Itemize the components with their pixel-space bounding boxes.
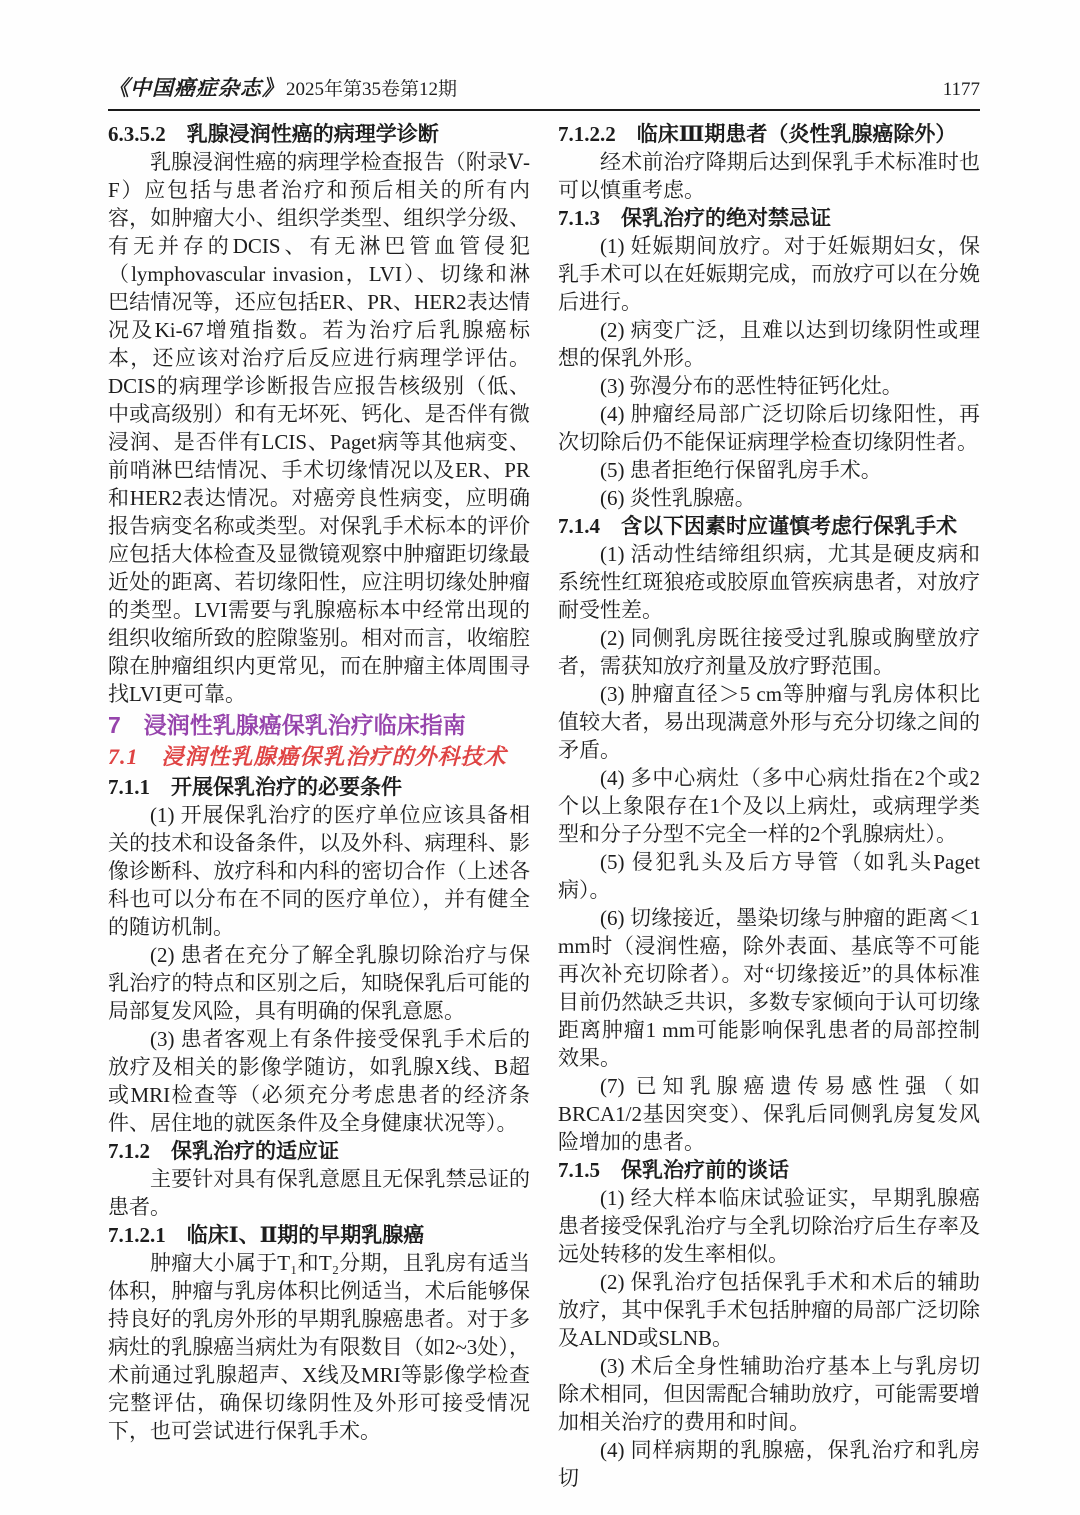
paragraph: (4) 同样病期的乳腺癌，保乳治疗和乳房切 bbox=[558, 1438, 980, 1490]
paragraph: (3) 术后全身性辅助治疗基本上与乳房切除术相同，但因需配合辅助放疗，可能需要增加相关治疗的费用和时间。 bbox=[558, 1354, 980, 1434]
paragraph: 肿瘤大小属于T₁和T₂分期，且乳房有适当体积，肿瘤与乳房体积比例适当，术后能够保持良好的乳房外形的早期乳腺癌患者。对于多病灶的乳腺癌当病灶为有限数目（如2~3处），术前通过乳腺超声、X线及MRI等影像学检查完整评估，确保切缘阴性及外形可接受情况下，也可尝试进行保乳手术。 bbox=[108, 1251, 530, 1443]
paragraph: (3) 患者客观上有条件接受保乳手术后的放疗及相关的影像学随访，如乳腺X线、B超或MRI检查等（必须充分考虑患者的经济条件、居住地的就医条件及全身健康状况等）。 bbox=[108, 1027, 530, 1135]
chapter-heading: 7 浸润性乳腺癌保乳治疗临床指南 bbox=[108, 712, 466, 738]
paragraph: (7) 已知乳腺癌遗传易感性强（如BRCA1/2基因突变）、保乳后同侧乳房复发风险增加的患者。 bbox=[558, 1074, 980, 1154]
two-column-body bbox=[108, 120, 980, 1492]
paragraph: (3) 弥漫分布的恶性特征钙化灶。 bbox=[600, 374, 903, 398]
paragraph: (6) 切缘接近，墨染切缘与肿瘤的距离＜1 mm时（浸润性癌，除外表面、基底等不可能再次补充切除者）。对“切缘接近”的具体标准目前仍然缺乏共识，多数专家倾向于认可切缘距离肿瘤1 mm可能影响保乳患者的局部控制效果。 bbox=[558, 906, 980, 1070]
subsection-heading: 7.1.2.2 临床Ⅲ期患者（炎性乳腺癌除外） bbox=[558, 122, 957, 146]
paragraph: (1) 妊娠期间放疗。对于妊娠期妇女，保乳手术可以在妊娠期完成，而放疗可以在分娩后进行。 bbox=[558, 234, 980, 314]
paragraph: (2) 病变广泛，且难以达到切缘阴性或理想的保乳外形。 bbox=[558, 318, 980, 370]
paragraph: (4) 肿瘤经局部广泛切除后切缘阳性，再次切除后仍不能保证病理学检查切缘阴性者。 bbox=[558, 402, 980, 454]
paragraph: (5) 侵犯乳头及后方导管（如乳头Paget病）。 bbox=[558, 850, 980, 902]
paragraph: 乳腺浸润性癌的病理学检查报告（附录Ⅴ-F）应包括与患者治疗和预后相关的所有内容，如肿瘤大小、组织学类型、组织学分级、有无并存的DCIS、有无淋巴管血管侵犯（lymphovascular invasion，LVI）、切缘和淋巴结情况等，还应包括ER、PR、HER2表达情况及Ki-67增殖指数。若为治疗后乳腺癌标本，还应该对治疗后反应进行病理学评估。DCIS的病理学诊断报告应报告核级别（低、中或高级别）和有无坏死、钙化、是否伴有微浸润、是否伴有LCIS、Paget病等其他病变、前哨淋巴结情况、手术切缘情况以及ER、PR和HER2表达情况。对癌旁良性病变，应明确报告病变名称或类型。对保乳手术标本的评价应包括大体检查及显微镜观察中肿瘤距切缘最近处的距离、若切缘阳性，应注明切缘处肿瘤的类型。LVI需要与乳腺癌标本中经常出现的组织收缩所致的腔隙鉴别。相对而言，收缩腔隙在肿瘤组织内更常见，而在肿瘤主体周围寻找LVI更可靠。 bbox=[108, 150, 530, 706]
left-column bbox=[108, 120, 530, 1492]
page-number: 1177 bbox=[942, 79, 980, 100]
subsection-heading: 7.1.5 保乳治疗前的谈话 bbox=[558, 1158, 789, 1182]
subsection-heading: 6.3.5.2 乳腺浸润性癌的病理学诊断 bbox=[108, 122, 439, 146]
page-header bbox=[108, 72, 980, 111]
journal-title: 《中国癌症杂志》 bbox=[108, 76, 284, 100]
paragraph: (2) 患者在充分了解全乳腺切除治疗与保乳治疗的特点和区别之后，知晓保乳后可能的局部复发风险，具有明确的保乳意愿。 bbox=[108, 943, 530, 1023]
journal-identity bbox=[108, 72, 457, 102]
subsection-heading: 7.1.2.1 临床Ⅰ、Ⅱ期的早期乳腺癌 bbox=[108, 1223, 425, 1247]
paragraph: (5) 患者拒绝行保留乳房手术。 bbox=[600, 458, 882, 482]
subsection-heading: 7.1.3 保乳治疗的绝对禁忌证 bbox=[558, 206, 831, 230]
paragraph: (2) 同侧乳房既往接受过乳腺或胸壁放疗者，需获知放疗剂量及放疗野范围。 bbox=[558, 626, 980, 678]
paragraph: (1) 开展保乳治疗的医疗单位应该具备相关的技术和设备条件，以及外科、病理科、影像诊断科、放疗科和内科的密切合作（上述各科也可以分布在不同的医疗单位），并有健全的随访机制。 bbox=[108, 803, 530, 939]
paragraph: (1) 活动性结缔组织病，尤其是硬皮病和系统性红斑狼疮或胶原血管疾病患者，对放疗耐受性差。 bbox=[558, 542, 980, 622]
paragraph: (6) 炎性乳腺癌。 bbox=[600, 486, 756, 510]
subsection-heading: 7.1.1 开展保乳治疗的必要条件 bbox=[108, 775, 402, 799]
paragraph: (3) 肿瘤直径＞5 cm等肿瘤与乳房体积比值较大者，易出现满意外形与充分切缘之间的矛盾。 bbox=[558, 682, 980, 762]
subsection-heading: 7.1.4 含以下因素时应谨慎考虑行保乳手术 bbox=[558, 514, 957, 538]
paragraph: 主要针对具有保乳意愿且无保乳禁忌证的患者。 bbox=[108, 1167, 530, 1219]
right-column bbox=[558, 120, 980, 1492]
subsection-heading: 7.1.2 保乳治疗的适应证 bbox=[108, 1139, 339, 1163]
paragraph: (2) 保乳治疗包括保乳手术和术后的辅助放疗，其中保乳手术包括肿瘤的局部广泛切除及ALND或SLNB。 bbox=[558, 1270, 980, 1350]
paragraph: (4) 多中心病灶（多中心病灶指在2个或2个以上象限存在1个及以上病灶，或病理学类型和分子分型不完全一样的2个乳腺病灶）。 bbox=[558, 766, 980, 846]
paragraph: (1) 经大样本临床试验证实，早期乳腺癌患者接受保乳治疗与全乳切除治疗后生存率及远处转移的发生率相似。 bbox=[558, 1186, 980, 1266]
paragraph: 经术前治疗降期后达到保乳手术标准时也可以慎重考虑。 bbox=[558, 150, 980, 202]
journal-issue-info: 2025年第35卷第12期 bbox=[286, 79, 458, 100]
section-heading: 7.1 浸润性乳腺癌保乳治疗的外科技术 bbox=[108, 744, 507, 769]
